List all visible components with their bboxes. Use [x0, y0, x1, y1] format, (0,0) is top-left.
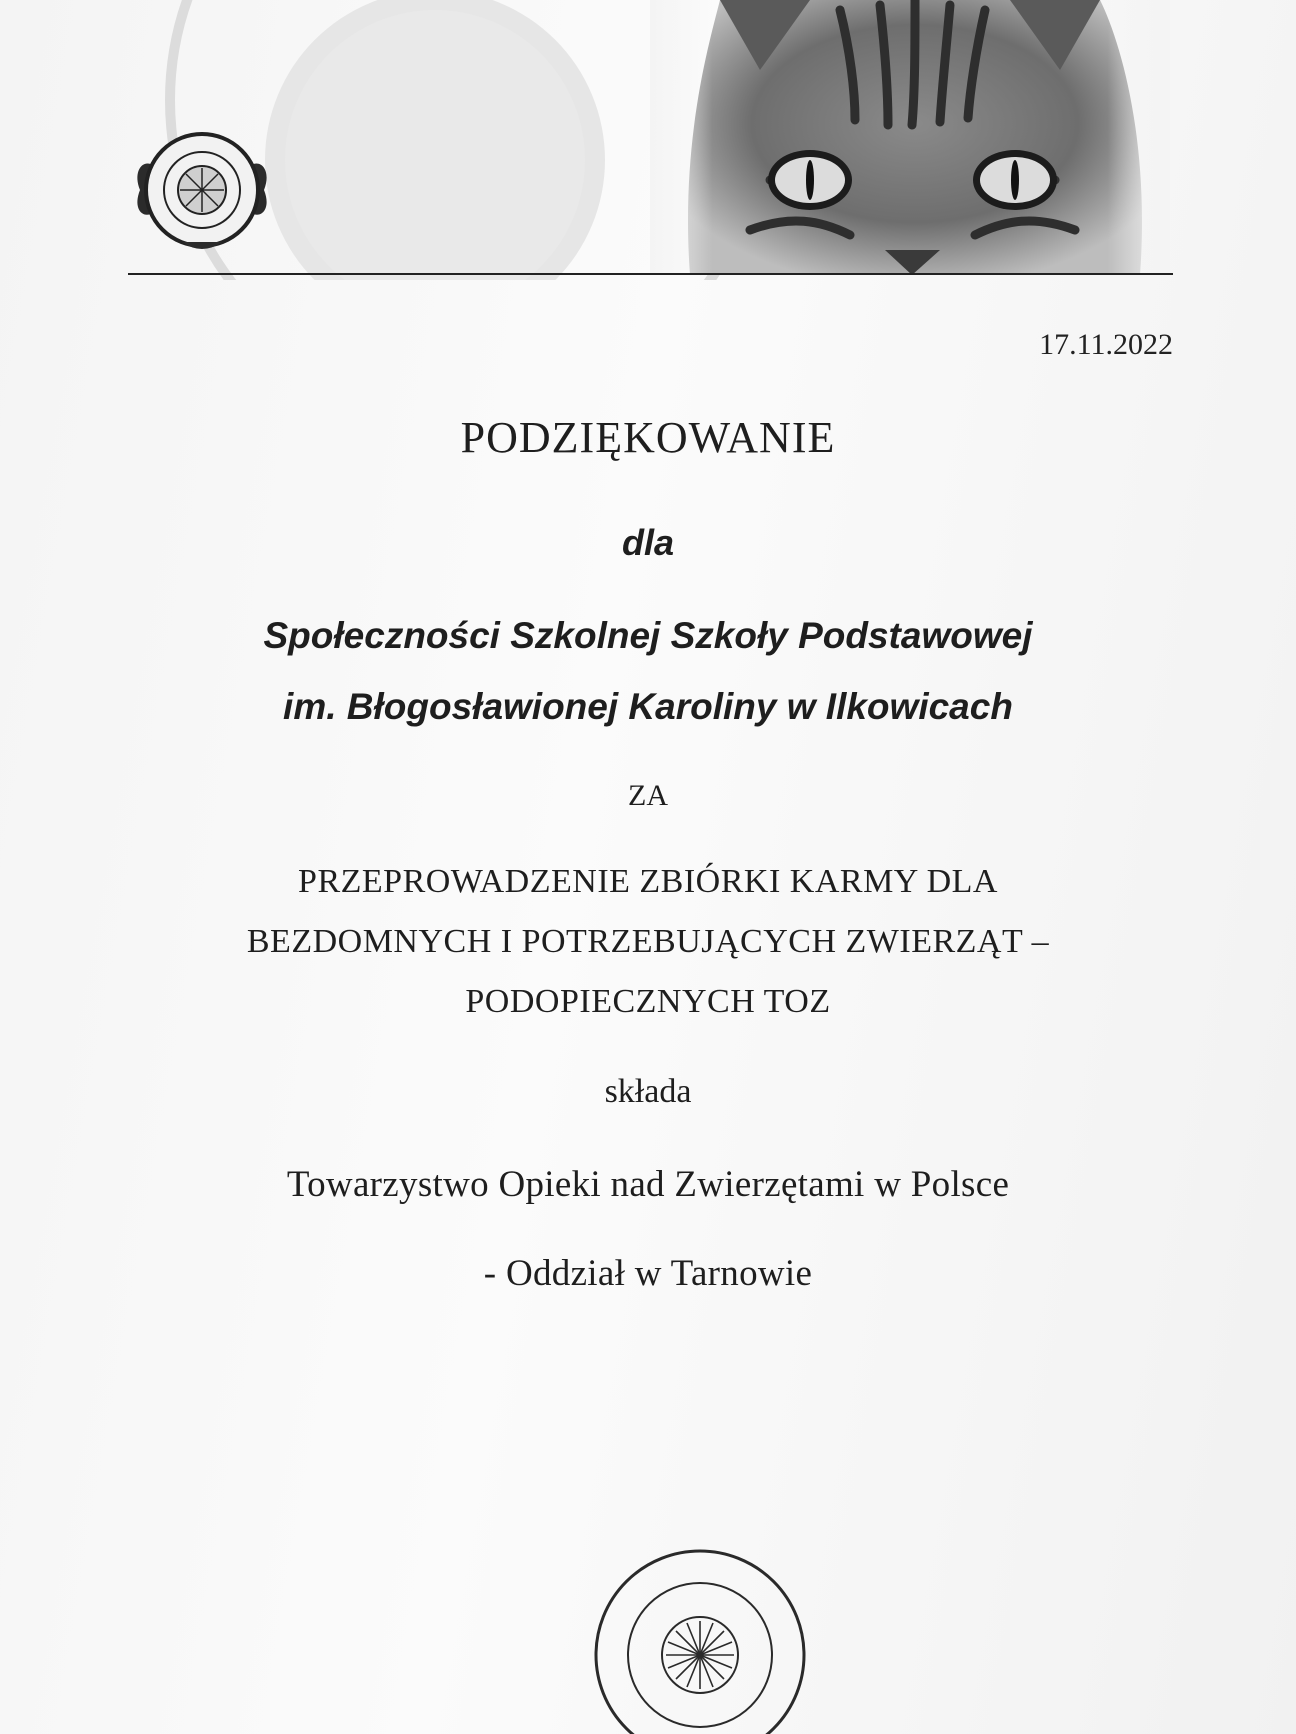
letterhead: [0, 0, 1296, 280]
document-title: PODZIĘKOWANIE: [460, 413, 836, 462]
reason-line-1: PRZEPROWADZENIE ZBIÓRKI KARMY DLA: [298, 863, 998, 900]
organization-line-1: Towarzystwo Opieki nad Zwierzętami w Polsce: [286, 1164, 1010, 1205]
reason-intro: ZA: [628, 779, 668, 812]
document-date: 17.11.2022: [1039, 328, 1173, 361]
organization-line-2: - Oddział w Tarnowie: [483, 1253, 813, 1294]
reason-line-3: PODOPIECZNYCH TOZ: [465, 983, 831, 1020]
for-word: dla: [621, 522, 674, 563]
submitted-by-word: składa: [604, 1073, 692, 1110]
header-rule: [128, 273, 1173, 275]
cat-photo: [650, 0, 1170, 275]
recipient-line-2: im. Błogosławionej Karoliny w Ilkowicach: [283, 686, 1013, 727]
organization-logo: [132, 130, 272, 260]
reason-line-2: BEZDOMNYCH I POTRZEBUJĄCYCH ZWIERZĄT –: [246, 923, 1050, 960]
recipient-line-1: Społeczności Szkolnej Szkoły Podstawowej: [263, 615, 1033, 656]
organization-stamp: [590, 1545, 810, 1734]
